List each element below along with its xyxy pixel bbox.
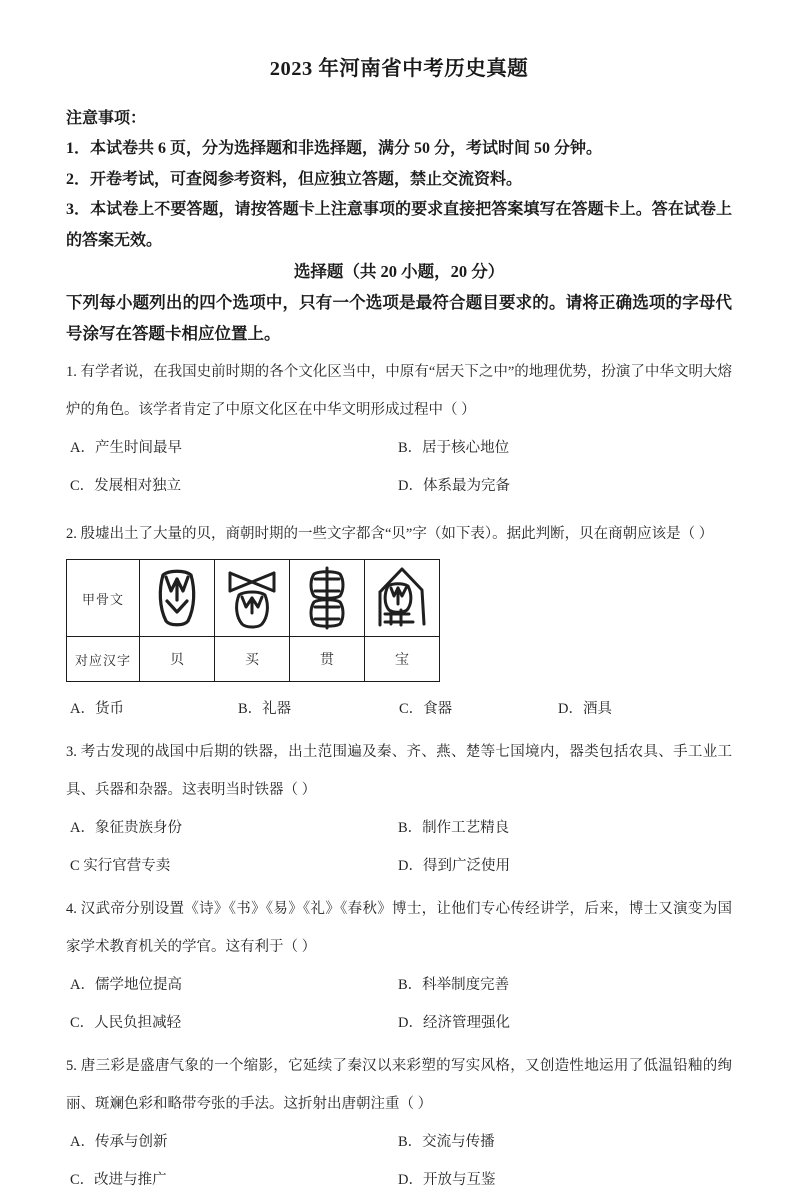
- option-a[interactable]: A．产生时间最早: [70, 440, 182, 456]
- option-d[interactable]: D．得到广泛使用: [398, 858, 510, 874]
- notice-heading: 注意事项：: [66, 110, 147, 127]
- question-3-stem: 3. 考古发现的战国中后期的铁器，出土范围遍及秦、齐、燕、楚等七国境内，器类包括农具、手工业工具、兵器和杂器。这表明当时铁器（ ）: [66, 744, 732, 798]
- notice-item-2: 2．开卷考试，可查阅参考资料，但应独立答题，禁止交流资料。: [66, 170, 523, 188]
- option-row: [66, 809, 732, 847]
- option-c[interactable]: C．食器: [399, 701, 453, 717]
- han-character-guan: 贯: [290, 637, 365, 682]
- page-content: [66, 54, 732, 1199]
- option-c[interactable]: C．改进与推广: [70, 1172, 167, 1188]
- option-row: [66, 966, 732, 1004]
- notice-item-1: 1．本试卷共 6 页，分为选择题和非选择题，满分 50 分，考试时间 50 分钟。: [66, 140, 603, 157]
- oracle-bone-table-wrapper: [66, 559, 732, 682]
- option-b[interactable]: B．交流与传播: [398, 1134, 495, 1150]
- section-title: 选择题（共 20 小题，20 分）: [293, 262, 505, 281]
- question-5-options: [66, 1123, 732, 1199]
- question-2-options: [66, 690, 732, 728]
- oracle-guan-glyph: [290, 560, 365, 637]
- han-character-bao: 宝: [365, 637, 440, 682]
- han-character-bei: 贝: [140, 637, 215, 682]
- option-c[interactable]: C．发展相对独立: [70, 478, 182, 494]
- question-3-options: [66, 809, 732, 885]
- option-d[interactable]: D．开放与互鉴: [398, 1172, 496, 1188]
- option-d[interactable]: D．酒具: [558, 701, 612, 717]
- option-c[interactable]: C 实行官营专卖: [70, 858, 171, 874]
- question-3: [66, 733, 732, 885]
- option-b[interactable]: B．礼器: [238, 701, 292, 717]
- row-label-han-characters: 对应汉字: [67, 637, 140, 682]
- option-a[interactable]: A．象征贵族身份: [70, 820, 182, 836]
- page-title: 2023 年河南省中考历史真题: [269, 58, 529, 80]
- option-row: [66, 690, 732, 728]
- option-c[interactable]: C．人民负担减轻: [70, 1015, 182, 1031]
- option-a[interactable]: A．儒学地位提高: [70, 977, 182, 993]
- question-5: [66, 1047, 732, 1199]
- oracle-mai-glyph: [215, 560, 290, 637]
- option-row: [66, 1161, 732, 1199]
- han-character-mai: 买: [215, 637, 290, 682]
- option-a[interactable]: A．货币: [70, 701, 124, 717]
- oracle-bao-glyph: [365, 560, 440, 637]
- option-d[interactable]: D．体系最为完备: [398, 478, 510, 494]
- question-4-options: [66, 966, 732, 1042]
- section-instruction: 下列每小题列出的四个选项中，只有一个选项是最符合题目要求的。请将正确选项的字母代号涂写在答题卡相应位置上。: [66, 293, 732, 343]
- table-row-han-characters: [67, 637, 440, 682]
- option-row: [66, 429, 732, 467]
- question-1-stem: 1. 有学者说，在我国史前时期的各个文化区当中，中原有“居天下之中”的地理优势，扮演了中华文明大熔炉的角色。该学者肯定了中原文化区在中华文明形成过程中（ ）: [66, 364, 732, 418]
- oracle-bei-glyph: [140, 560, 215, 637]
- row-label-oracle-script: 甲骨文: [67, 560, 140, 637]
- question-1-options: [66, 429, 732, 505]
- question-4: [66, 890, 732, 1042]
- option-b[interactable]: B．居于核心地位: [398, 440, 510, 456]
- option-b[interactable]: B．科举制度完善: [398, 977, 510, 993]
- table-row-oracle-glyphs: [67, 560, 440, 637]
- option-row: [66, 467, 732, 505]
- oracle-bone-table: [66, 559, 440, 682]
- spacer: [66, 505, 732, 515]
- question-4-stem: 4. 汉武帝分别设置《诗》《书》《易》《礼》《春秋》博士，让他们专心传经讲学，后来，博士又演变为国家学术教育机关的学官。这有利于（ ）: [66, 901, 732, 955]
- question-1: [66, 353, 732, 505]
- option-b[interactable]: B．制作工艺精良: [398, 820, 510, 836]
- question-5-stem: 5. 唐三彩是盛唐气象的一个缩影，它延续了秦汉以来彩塑的写实风格，又创造性地运用了低温铅釉的绚丽、斑斓色彩和略带夸张的手法。这折射出唐朝注重（ ）: [66, 1058, 732, 1112]
- option-a[interactable]: A．传承与创新: [70, 1134, 168, 1150]
- question-2: [66, 515, 732, 728]
- question-2-stem: 2. 殷墟出土了大量的贝，商朝时期的一些文字都含“贝”字（如下表）。据此判断，贝在商朝应该是（ ）: [66, 526, 714, 542]
- option-row: [66, 1123, 732, 1161]
- option-row: [66, 1004, 732, 1042]
- option-row: [66, 847, 732, 885]
- option-d[interactable]: D．经济管理强化: [398, 1015, 510, 1031]
- notice-item-3: 3．本试卷上不要答题，请按答题卡上注意事项的要求直接把答案填写在答题卡上。答在试卷上的答案无效。: [66, 201, 732, 249]
